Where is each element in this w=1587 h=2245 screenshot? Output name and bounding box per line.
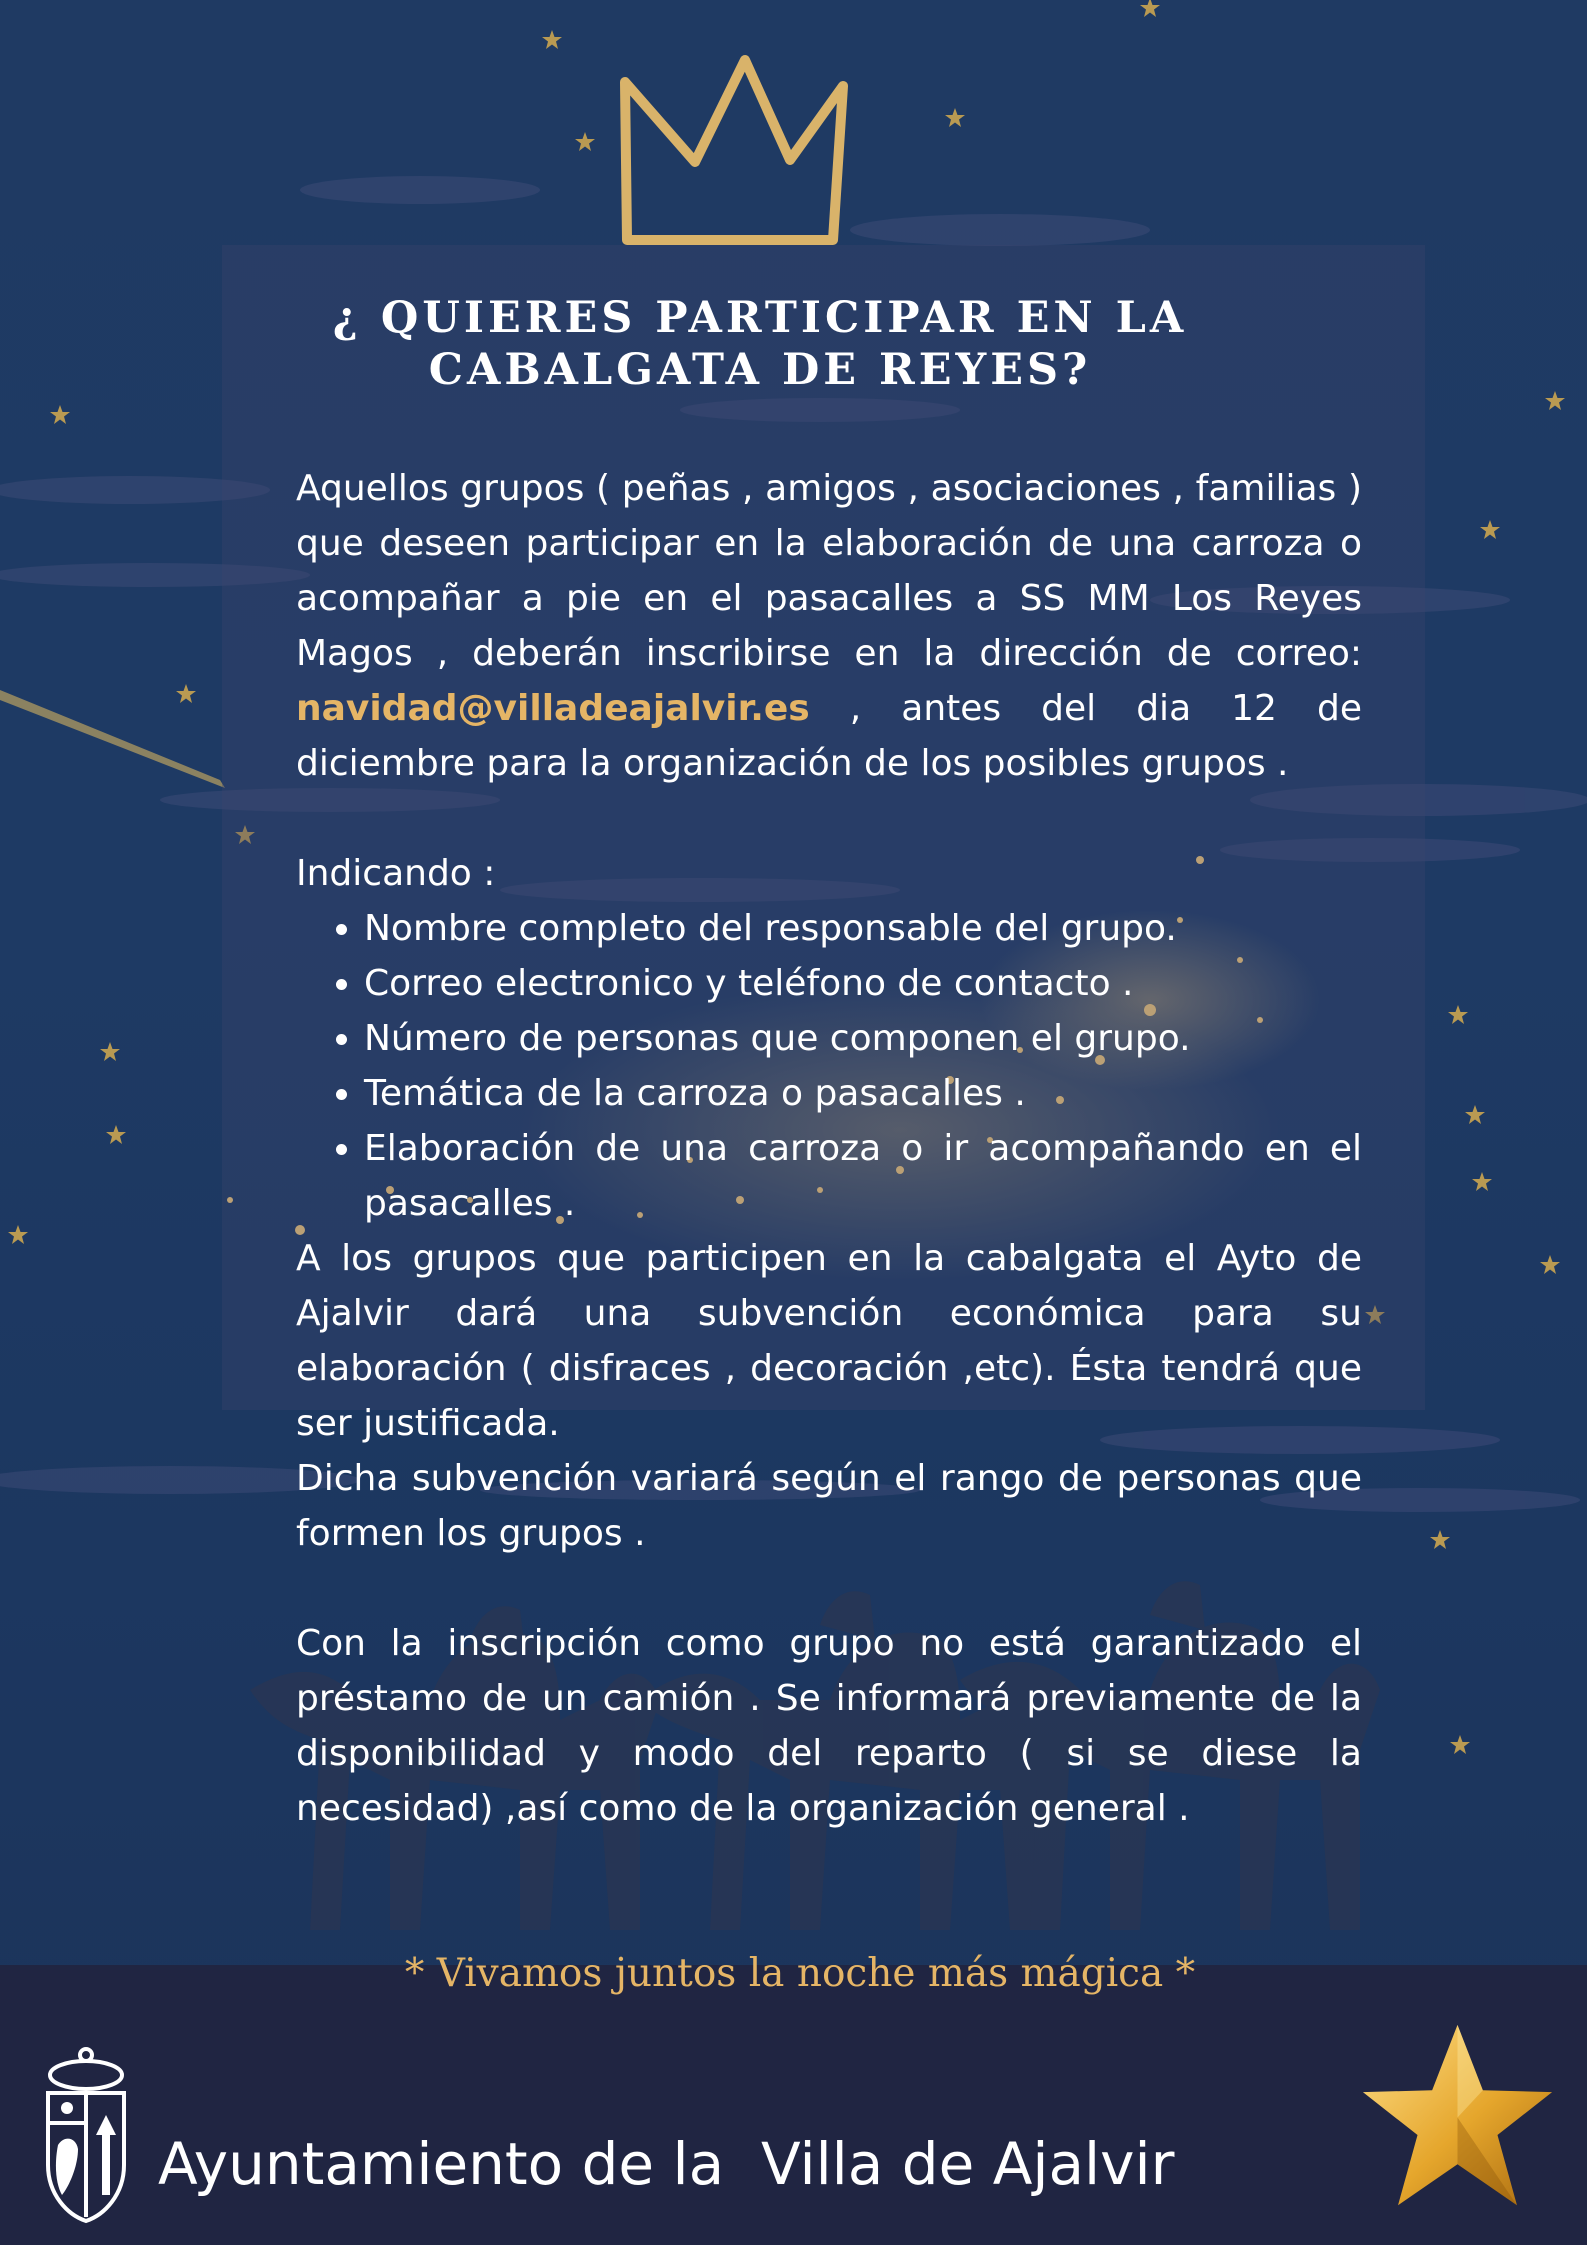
title-line-2: CABALGATA DE REYES? [428, 345, 1092, 395]
coat-of-arms-icon [40, 2045, 132, 2225]
list-item: • Nombre completo del responsable del grupo. [364, 901, 1362, 956]
intro-deadline-text: , antes del dia 12 de diciembre para la organización de los posibles grupos . [296, 688, 1362, 784]
footer [0, 1965, 1587, 2245]
intro-paragraph [296, 461, 1362, 791]
requirements-list [296, 901, 1362, 1231]
subsidy-range-paragraph: Dicha subvención variará según el rango de personas que formen los grupos . [296, 1458, 1362, 1554]
crown-icon [585, 52, 865, 252]
intro-text: Aquellos grupos ( peñas , amigos , asociaciones , familias ) que deseen participar en la elaboración de una carroza o acompañar a pie en el pasacalles a SS MM Los Reyes Magos , deberán inscribirse en la dirección de correo: [296, 468, 1362, 674]
list-item: • Correo electronico y teléfono de contacto . [364, 956, 1362, 1011]
truck-paragraph: Con la inscripción como grupo no está garantizado el préstamo de un camión . Se informará previamente de la disponibilidad y modo del reparto ( si se diese la necesidad) ,así como de la organización general . [296, 1623, 1362, 1829]
indicating-label: Indicando : [296, 853, 496, 894]
slogan: * Vivamos juntos la noche más mágica * [404, 1951, 1196, 1996]
list-item: • Temática de la carroza o pasacalles . [364, 1066, 1362, 1121]
title-line-1: ¿ QUIERES PARTICIPAR EN LA [332, 293, 1188, 343]
main-content [296, 461, 1362, 1836]
list-item: • Número de personas que componen el grupo. [364, 1011, 1362, 1066]
list-item: • Elaboración de una carroza o ir acompañando en el pasacalles . [364, 1121, 1362, 1231]
email-address[interactable]: navidad@villadeajalvir.es [296, 688, 810, 729]
gold-star-icon [1360, 2020, 1555, 2215]
subsidy-paragraph: A los grupos que participen en la cabalgata el Ayto de Ajalvir dará una subvención económica para su elaboración ( disfraces , decoración ,etc). Ésta tendrá que ser justificada. [296, 1238, 1362, 1444]
town-hall-name: Ayuntamiento de la Villa de Ajalvir [158, 2130, 1175, 2198]
page-title [330, 292, 1190, 396]
